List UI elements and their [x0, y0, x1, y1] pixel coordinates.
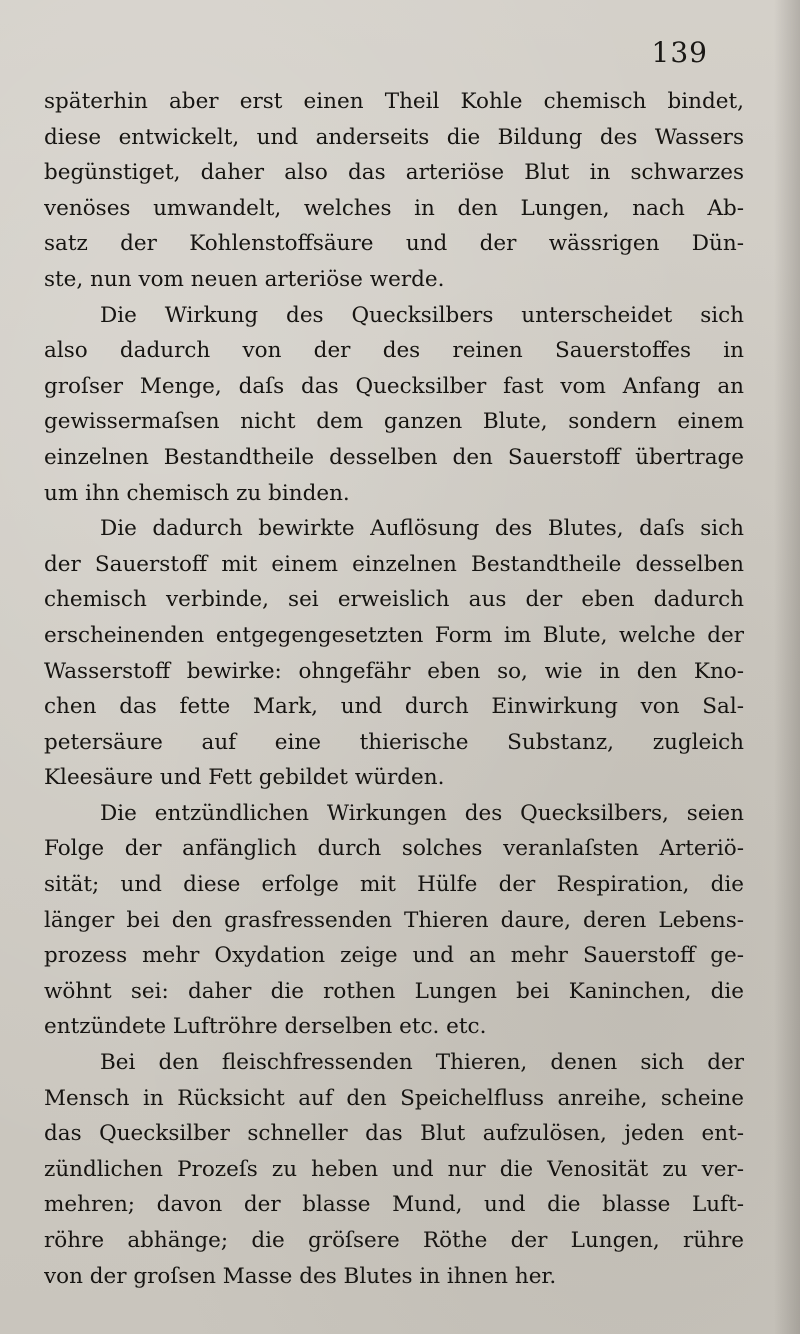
text-line: Wasserstoff bewirke: ohngefähr eben so, wie in den Kno- — [44, 658, 744, 684]
text-line: von der groſsen Masse des Blutes in ihnen her. — [44, 1263, 557, 1289]
text-line: wöhnt sei: daher die rothen Lungen bei Kaninchen, die — [44, 978, 744, 1004]
text-line: einzelnen Bestandtheile desselben den Sauerstoff übertrage — [44, 444, 744, 470]
text-line: Bei den fleischfressenden Thieren, denen sich der — [100, 1050, 744, 1076]
text-line: gewissermaſsen nicht dem ganzen Blute, sondern einem — [44, 409, 744, 435]
text-line: zündlichen Prozeſs zu heben und nur die Venosität zu ver- — [44, 1156, 744, 1182]
text-line: prozess mehr Oxydation zeige und an mehr Sauerstoff ge- — [44, 943, 744, 969]
text-line: länger bei den grasfressenden Thieren daure, deren Lebens- — [44, 907, 744, 933]
text-line: chen das fette Mark, und durch Einwirkung von Sal- — [44, 694, 744, 720]
text-line: sität; und diese erfolge mit Hülfe der Respiration, die — [44, 872, 744, 898]
text-line: späterhin aber erst einen Theil Kohle chemisch bindet, — [44, 89, 744, 114]
text-line: Folge der anfänglich durch solches veranlaſsten Arteriö- — [44, 836, 744, 862]
text-line: also dadurch von der des reinen Sauerstoffes in — [44, 338, 744, 364]
text-line: ste, nun vom neuen arteriöse werde. — [44, 266, 445, 292]
text-line: venöses umwandelt, welches in den Lungen, nach Ab- — [44, 195, 744, 221]
text-line: Die dadurch bewirkte Auflösung des Blutes, daſs sich — [100, 516, 744, 542]
text-line: röhre abhänge; die gröſsere Röthe der Lungen, rühre — [44, 1228, 744, 1253]
text-line: petersäure auf eine thierische Substanz, zugleich — [44, 729, 744, 755]
page-number: 139 — [651, 36, 708, 69]
text-line: das Quecksilber schneller das Blut aufzulösen, jeden ent- — [44, 1121, 744, 1147]
text-line: satz der Kohlenstoffsäure und der wässrigen Dün- — [44, 231, 744, 257]
text-line: erscheinenden entgegengesetzten Form im Blute, welche der — [44, 622, 744, 648]
text-line: Die entzündlichen Wirkungen des Quecksilbers, seien — [100, 800, 744, 826]
body-text — [44, 84, 744, 1294]
text-line: chemisch verbinde, sei erweislich aus der eben dadurch — [44, 587, 744, 613]
text-line: mehren; davon der blasse Mund, und die blasse Luft- — [44, 1192, 744, 1218]
text-line: Die Wirkung des Quecksilbers unterscheidet sich — [100, 302, 744, 328]
page-edge-shadow — [774, 0, 800, 1334]
text-line: Mensch in Rücksicht auf den Speichelfluss anreihe, scheine — [44, 1085, 744, 1111]
text-line: diese entwickelt, und anderseits die Bildung des Wassers — [44, 124, 744, 150]
text-line: um ihn chemisch zu binden. — [44, 480, 350, 506]
text-line: entzündete Luftröhre derselben etc. etc. — [44, 1014, 487, 1040]
text-line: groſser Menge, daſs das Quecksilber fast vom Anfang an — [44, 373, 744, 399]
text-line: begünstiget, daher also das arteriöse Blut in schwarzes — [44, 160, 744, 186]
text-line: der Sauerstoff mit einem einzelnen Bestandtheile desselben — [44, 551, 744, 577]
text-line: Kleesäure und Fett gebildet würden. — [44, 765, 445, 791]
